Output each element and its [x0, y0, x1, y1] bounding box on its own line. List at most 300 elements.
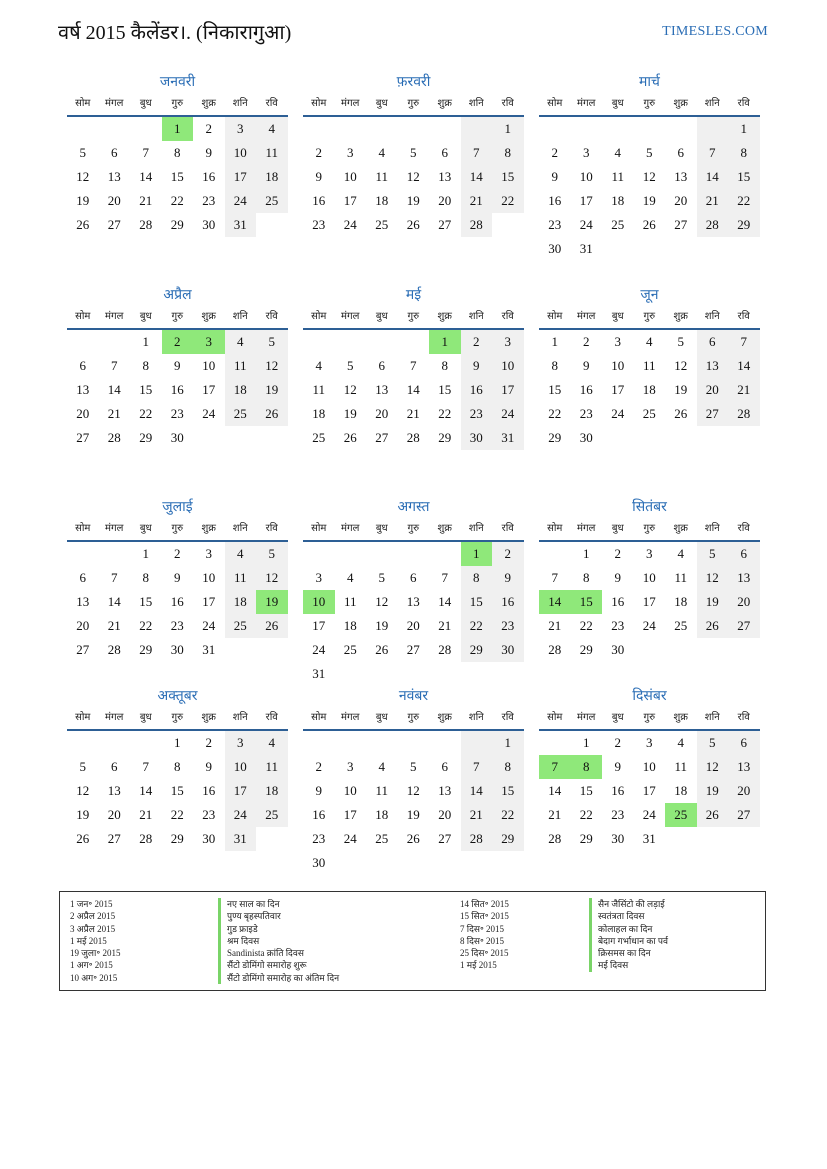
day-cell[interactable]: 31 [312, 666, 326, 681]
day-cell[interactable]: 18 [375, 807, 389, 822]
day-cell[interactable]: 17 [642, 783, 656, 798]
day-cell[interactable]: 7 [461, 755, 493, 779]
day-cell[interactable]: 28 [107, 642, 121, 657]
day-cell[interactable]: 27 [107, 217, 121, 232]
day-cell[interactable]: 10 [579, 169, 593, 184]
day-cell[interactable]: 18 [256, 165, 288, 189]
day-cell[interactable]: 30 [170, 642, 184, 657]
day-cell[interactable]: 14 [461, 165, 493, 189]
day-cell[interactable]: 15 [728, 165, 760, 189]
day-cell[interactable]: 23 [548, 217, 562, 232]
day-cell[interactable]: 2 [315, 759, 322, 774]
day-cell[interactable]: 25 [312, 430, 326, 445]
day-cell[interactable]: 20 [674, 193, 688, 208]
day-cell[interactable]: 6 [441, 759, 448, 774]
day-cell[interactable]: 14 [107, 382, 121, 397]
day-cell[interactable]: 5 [79, 145, 86, 160]
day-cell[interactable]: 5 [646, 145, 653, 160]
day-cell[interactable]: 22 [139, 406, 153, 421]
day-cell[interactable]: 22 [170, 193, 184, 208]
day-cell[interactable]: 26 [674, 406, 688, 421]
day-cell[interactable]: 15 [139, 382, 153, 397]
day-cell[interactable]: 9 [205, 759, 212, 774]
day-cell[interactable]: 3 [492, 330, 524, 354]
day-cell[interactable]: 23 [611, 618, 625, 633]
day-cell[interactable]: 8 [142, 358, 149, 373]
day-cell[interactable]: 15 [461, 590, 493, 614]
day-cell[interactable]: 28 [697, 213, 729, 237]
day-cell[interactable]: 10 [225, 141, 257, 165]
day-cell[interactable]: 20 [728, 779, 760, 803]
day-cell[interactable]: 1 [142, 546, 149, 561]
day-cell[interactable]: 8 [492, 141, 524, 165]
day-cell[interactable]: 2 [551, 145, 558, 160]
day-cell[interactable]: 27 [107, 831, 121, 846]
day-cell[interactable]: 4 [378, 145, 385, 160]
day-cell[interactable]: 29 [728, 213, 760, 237]
day-cell[interactable]: 11 [225, 354, 257, 378]
day-cell[interactable]: 10 [611, 358, 625, 373]
day-cell[interactable]: 23 [312, 217, 326, 232]
day-cell[interactable]: 1 [728, 117, 760, 141]
day-cell[interactable]: 28 [728, 402, 760, 426]
day-cell[interactable]: 24 [343, 217, 357, 232]
day-cell[interactable]: 9 [174, 570, 181, 585]
day-cell[interactable]: 8 [142, 570, 149, 585]
day-cell[interactable]: 4 [225, 330, 257, 354]
day-cell[interactable]: 25 [256, 803, 288, 827]
day-cell[interactable]: 10 [642, 759, 656, 774]
day-cell[interactable]: 28 [461, 213, 493, 237]
day-cell[interactable]: 15 [170, 783, 184, 798]
day-cell[interactable]: 15 [548, 382, 562, 397]
day-cell[interactable]: 24 [492, 402, 524, 426]
day-cell[interactable]: 6 [111, 759, 118, 774]
day-cell[interactable]: 7 [728, 330, 760, 354]
day-cell[interactable]: 4 [256, 731, 288, 755]
day-cell[interactable]: 2 [174, 546, 181, 561]
day-cell[interactable]: 27 [697, 402, 729, 426]
day-cell[interactable]: 25 [642, 406, 656, 421]
day-cell[interactable]: 14 [139, 783, 153, 798]
day-cell[interactable]: 6 [111, 145, 118, 160]
day-cell[interactable]: 5 [697, 731, 729, 755]
day-cell[interactable]: 22 [548, 406, 562, 421]
day-cell[interactable]: 18 [225, 590, 257, 614]
day-cell[interactable]: 20 [728, 590, 760, 614]
day-cell[interactable]: 2 [461, 330, 493, 354]
day-cell[interactable]: 8 [583, 570, 590, 585]
day-cell[interactable]: 13 [107, 169, 121, 184]
day-cell[interactable]: 22 [579, 618, 593, 633]
day-cell[interactable]: 4 [347, 570, 354, 585]
day-cell[interactable]: 8 [441, 358, 448, 373]
day-cell[interactable]: 7 [539, 755, 571, 779]
day-cell[interactable]: 13 [674, 169, 688, 184]
day-cell[interactable]: 26 [343, 430, 357, 445]
day-cell[interactable]: 11 [642, 358, 656, 373]
day-cell[interactable]: 3 [225, 731, 257, 755]
day-cell[interactable]: 19 [406, 193, 420, 208]
day-cell[interactable]: 11 [674, 570, 688, 585]
day-cell[interactable]: 16 [170, 382, 184, 397]
day-cell[interactable]: 4 [225, 542, 257, 566]
day-cell[interactable]: 7 [461, 141, 493, 165]
day-cell[interactable]: 8 [174, 759, 181, 774]
day-cell[interactable]: 19 [76, 193, 90, 208]
day-cell[interactable]: 24 [225, 189, 257, 213]
day-cell[interactable]: 28 [548, 831, 562, 846]
day-cell[interactable]: 2 [614, 735, 621, 750]
day-cell[interactable]: 8 [571, 755, 603, 779]
day-cell[interactable]: 10 [343, 783, 357, 798]
day-cell[interactable]: 17 [579, 193, 593, 208]
day-cell[interactable]: 12 [76, 783, 90, 798]
day-cell[interactable]: 23 [170, 406, 184, 421]
day-cell[interactable]: 6 [378, 358, 385, 373]
day-cell[interactable]: 17 [343, 807, 357, 822]
day-cell[interactable]: 25 [225, 402, 257, 426]
day-cell[interactable]: 4 [677, 546, 684, 561]
day-cell[interactable]: 3 [347, 145, 354, 160]
day-cell[interactable]: 19 [76, 807, 90, 822]
day-cell[interactable]: 8 [728, 141, 760, 165]
day-cell[interactable]: 6 [677, 145, 684, 160]
day-cell[interactable]: 27 [375, 430, 389, 445]
day-cell[interactable]: 21 [728, 378, 760, 402]
day-cell[interactable]: 24 [343, 831, 357, 846]
day-cell[interactable]: 15 [571, 590, 603, 614]
day-cell[interactable]: 22 [492, 189, 524, 213]
day-cell[interactable]: 28 [438, 642, 452, 657]
day-cell[interactable]: 31 [225, 213, 257, 237]
day-cell[interactable]: 24 [312, 642, 326, 657]
day-cell[interactable]: 28 [139, 831, 153, 846]
day-cell[interactable]: 29 [492, 827, 524, 851]
day-cell[interactable]: 19 [343, 406, 357, 421]
day-cell[interactable]: 21 [139, 193, 153, 208]
day-cell[interactable]: 28 [461, 827, 493, 851]
day-cell[interactable]: 21 [697, 189, 729, 213]
day-cell[interactable]: 22 [728, 189, 760, 213]
day-cell[interactable]: 18 [225, 378, 257, 402]
day-cell[interactable]: 25 [611, 217, 625, 232]
day-cell[interactable]: 11 [312, 382, 326, 397]
day-cell[interactable]: 7 [551, 570, 558, 585]
day-cell[interactable]: 26 [256, 402, 288, 426]
day-cell[interactable]: 27 [674, 217, 688, 232]
day-cell[interactable]: 1 [583, 735, 590, 750]
day-cell[interactable]: 5 [410, 759, 417, 774]
day-cell[interactable]: 10 [202, 358, 216, 373]
day-cell[interactable]: 26 [406, 217, 420, 232]
day-cell[interactable]: 7 [142, 145, 149, 160]
day-cell[interactable]: 23 [579, 406, 593, 421]
day-cell[interactable]: 9 [492, 566, 524, 590]
day-cell[interactable]: 26 [375, 642, 389, 657]
day-cell[interactable]: 8 [492, 755, 524, 779]
day-cell[interactable]: 20 [406, 618, 420, 633]
day-cell[interactable]: 18 [256, 779, 288, 803]
day-cell[interactable]: 5 [378, 570, 385, 585]
day-cell[interactable]: 29 [139, 430, 153, 445]
day-cell[interactable]: 3 [614, 334, 621, 349]
day-cell[interactable]: 17 [202, 594, 216, 609]
day-cell[interactable]: 14 [107, 594, 121, 609]
day-cell[interactable]: 2 [315, 145, 322, 160]
day-cell[interactable]: 27 [406, 642, 420, 657]
day-cell[interactable]: 7 [441, 570, 448, 585]
day-cell[interactable]: 31 [225, 827, 257, 851]
day-cell[interactable]: 8 [461, 566, 493, 590]
day-cell[interactable]: 30 [312, 855, 326, 870]
day-cell[interactable]: 9 [551, 169, 558, 184]
day-cell[interactable]: 11 [256, 755, 288, 779]
day-cell[interactable]: 17 [343, 193, 357, 208]
day-cell[interactable]: 10 [225, 755, 257, 779]
day-cell[interactable]: 19 [406, 807, 420, 822]
day-cell[interactable]: 7 [111, 570, 118, 585]
day-cell[interactable]: 31 [492, 426, 524, 450]
day-cell[interactable]: 11 [674, 759, 688, 774]
day-cell[interactable]: 20 [76, 406, 90, 421]
day-cell[interactable]: 17 [202, 382, 216, 397]
day-cell[interactable]: 5 [256, 542, 288, 566]
day-cell[interactable]: 16 [611, 594, 625, 609]
day-cell[interactable]: 13 [406, 594, 420, 609]
day-cell[interactable]: 21 [107, 618, 121, 633]
day-cell[interactable]: 13 [375, 382, 389, 397]
day-cell[interactable]: 25 [343, 642, 357, 657]
day-cell[interactable]: 19 [674, 382, 688, 397]
day-cell[interactable]: 15 [139, 594, 153, 609]
day-cell[interactable]: 16 [492, 590, 524, 614]
day-cell[interactable]: 30 [579, 430, 593, 445]
day-cell[interactable]: 23 [461, 402, 493, 426]
day-cell[interactable]: 12 [406, 169, 420, 184]
day-cell[interactable]: 30 [461, 426, 493, 450]
day-cell[interactable]: 17 [611, 382, 625, 397]
day-cell[interactable]: 3 [583, 145, 590, 160]
day-cell[interactable]: 12 [256, 566, 288, 590]
day-cell[interactable]: 16 [461, 378, 493, 402]
day-cell[interactable]: 25 [256, 189, 288, 213]
day-cell[interactable]: 7 [111, 358, 118, 373]
day-cell[interactable]: 13 [76, 594, 90, 609]
day-cell[interactable]: 30 [611, 831, 625, 846]
day-cell[interactable]: 16 [579, 382, 593, 397]
day-cell[interactable]: 28 [107, 430, 121, 445]
day-cell[interactable]: 21 [438, 618, 452, 633]
day-cell[interactable]: 25 [225, 614, 257, 638]
day-cell[interactable]: 5 [347, 358, 354, 373]
day-cell[interactable]: 2 [162, 330, 194, 354]
day-cell[interactable]: 1 [492, 117, 524, 141]
day-cell[interactable]: 30 [611, 642, 625, 657]
day-cell[interactable]: 6 [728, 542, 760, 566]
day-cell[interactable]: 17 [492, 378, 524, 402]
day-cell[interactable]: 26 [406, 831, 420, 846]
day-cell[interactable]: 11 [225, 566, 257, 590]
day-cell[interactable]: 29 [579, 831, 593, 846]
day-cell[interactable]: 18 [312, 406, 326, 421]
day-cell[interactable]: 12 [697, 566, 729, 590]
day-cell[interactable]: 4 [315, 358, 322, 373]
day-cell[interactable]: 16 [611, 783, 625, 798]
day-cell[interactable]: 1 [583, 546, 590, 561]
day-cell[interactable]: 18 [642, 382, 656, 397]
day-cell[interactable]: 8 [551, 358, 558, 373]
day-cell[interactable]: 27 [438, 217, 452, 232]
day-cell[interactable]: 14 [438, 594, 452, 609]
day-cell[interactable]: 9 [583, 358, 590, 373]
day-cell[interactable]: 6 [79, 570, 86, 585]
day-cell[interactable]: 13 [697, 354, 729, 378]
day-cell[interactable]: 27 [76, 642, 90, 657]
day-cell[interactable]: 14 [539, 590, 571, 614]
day-cell[interactable]: 13 [438, 783, 452, 798]
day-cell[interactable]: 22 [139, 618, 153, 633]
day-cell[interactable]: 11 [611, 169, 625, 184]
day-cell[interactable]: 9 [614, 759, 621, 774]
day-cell[interactable]: 16 [202, 169, 216, 184]
day-cell[interactable]: 15 [438, 382, 452, 397]
day-cell[interactable]: 24 [579, 217, 593, 232]
day-cell[interactable]: 22 [579, 807, 593, 822]
day-cell[interactable]: 1 [142, 334, 149, 349]
day-cell[interactable]: 15 [492, 165, 524, 189]
day-cell[interactable]: 3 [646, 735, 653, 750]
day-cell[interactable]: 23 [312, 831, 326, 846]
day-cell[interactable]: 20 [375, 406, 389, 421]
day-cell[interactable]: 29 [579, 642, 593, 657]
day-cell[interactable]: 18 [375, 193, 389, 208]
day-cell[interactable]: 6 [728, 731, 760, 755]
day-cell[interactable]: 10 [642, 570, 656, 585]
day-cell[interactable]: 3 [347, 759, 354, 774]
day-cell[interactable]: 25 [375, 217, 389, 232]
day-cell[interactable]: 23 [202, 193, 216, 208]
day-cell[interactable]: 1 [551, 334, 558, 349]
day-cell[interactable]: 31 [579, 241, 593, 256]
day-cell[interactable]: 13 [728, 566, 760, 590]
day-cell[interactable]: 19 [642, 193, 656, 208]
day-cell[interactable]: 28 [406, 430, 420, 445]
day-cell[interactable]: 12 [256, 354, 288, 378]
day-cell[interactable]: 23 [492, 614, 524, 638]
day-cell[interactable]: 24 [642, 807, 656, 822]
day-cell[interactable]: 15 [170, 169, 184, 184]
day-cell[interactable]: 18 [674, 594, 688, 609]
day-cell[interactable]: 19 [375, 618, 389, 633]
day-cell[interactable]: 21 [548, 618, 562, 633]
day-cell[interactable]: 1 [174, 735, 181, 750]
day-cell[interactable]: 19 [697, 590, 729, 614]
day-cell[interactable]: 1 [162, 117, 194, 141]
day-cell[interactable]: 11 [375, 783, 389, 798]
day-cell[interactable]: 2 [205, 121, 212, 136]
day-cell[interactable]: 7 [697, 141, 729, 165]
day-cell[interactable]: 9 [614, 570, 621, 585]
day-cell[interactable]: 17 [312, 618, 326, 633]
day-cell[interactable]: 25 [674, 618, 688, 633]
day-cell[interactable]: 22 [438, 406, 452, 421]
day-cell[interactable]: 16 [312, 807, 326, 822]
day-cell[interactable]: 30 [548, 241, 562, 256]
day-cell[interactable]: 16 [548, 193, 562, 208]
day-cell[interactable]: 31 [202, 642, 216, 657]
day-cell[interactable]: 30 [170, 430, 184, 445]
day-cell[interactable]: 7 [410, 358, 417, 373]
day-cell[interactable]: 29 [170, 217, 184, 232]
day-cell[interactable]: 30 [202, 831, 216, 846]
day-cell[interactable]: 23 [202, 807, 216, 822]
day-cell[interactable]: 29 [438, 430, 452, 445]
day-cell[interactable]: 14 [461, 779, 493, 803]
day-cell[interactable]: 29 [139, 642, 153, 657]
day-cell[interactable]: 10 [492, 354, 524, 378]
day-cell[interactable]: 1 [492, 731, 524, 755]
day-cell[interactable]: 14 [406, 382, 420, 397]
day-cell[interactable]: 27 [728, 614, 760, 638]
day-cell[interactable]: 3 [193, 330, 225, 354]
day-cell[interactable]: 14 [139, 169, 153, 184]
day-cell[interactable]: 18 [611, 193, 625, 208]
day-cell[interactable]: 23 [611, 807, 625, 822]
day-cell[interactable]: 3 [205, 546, 212, 561]
day-cell[interactable]: 7 [142, 759, 149, 774]
day-cell[interactable]: 26 [642, 217, 656, 232]
day-cell[interactable]: 26 [76, 831, 90, 846]
day-cell[interactable]: 24 [225, 803, 257, 827]
day-cell[interactable]: 2 [583, 334, 590, 349]
day-cell[interactable]: 9 [205, 145, 212, 160]
day-cell[interactable]: 20 [697, 378, 729, 402]
day-cell[interactable]: 28 [548, 642, 562, 657]
day-cell[interactable]: 21 [461, 189, 493, 213]
day-cell[interactable]: 2 [614, 546, 621, 561]
day-cell[interactable]: 26 [697, 614, 729, 638]
day-cell[interactable]: 17 [642, 594, 656, 609]
day-cell[interactable]: 5 [677, 334, 684, 349]
day-cell[interactable]: 6 [79, 358, 86, 373]
day-cell[interactable]: 19 [256, 590, 288, 614]
day-cell[interactable]: 11 [256, 141, 288, 165]
day-cell[interactable]: 10 [202, 570, 216, 585]
day-cell[interactable]: 9 [174, 358, 181, 373]
day-cell[interactable]: 18 [674, 783, 688, 798]
day-cell[interactable]: 29 [170, 831, 184, 846]
day-cell[interactable]: 12 [76, 169, 90, 184]
day-cell[interactable]: 16 [170, 594, 184, 609]
day-cell[interactable]: 21 [139, 807, 153, 822]
day-cell[interactable]: 14 [697, 165, 729, 189]
day-cell[interactable]: 15 [492, 779, 524, 803]
day-cell[interactable]: 22 [461, 614, 493, 638]
day-cell[interactable]: 4 [677, 735, 684, 750]
day-cell[interactable]: 19 [697, 779, 729, 803]
day-cell[interactable]: 9 [315, 783, 322, 798]
day-cell[interactable]: 18 [343, 618, 357, 633]
day-cell[interactable]: 4 [646, 334, 653, 349]
day-cell[interactable]: 10 [303, 590, 335, 614]
day-cell[interactable]: 22 [492, 803, 524, 827]
day-cell[interactable]: 12 [375, 594, 389, 609]
day-cell[interactable]: 17 [225, 779, 257, 803]
day-cell[interactable]: 6 [697, 330, 729, 354]
day-cell[interactable]: 19 [256, 378, 288, 402]
day-cell[interactable]: 5 [79, 759, 86, 774]
